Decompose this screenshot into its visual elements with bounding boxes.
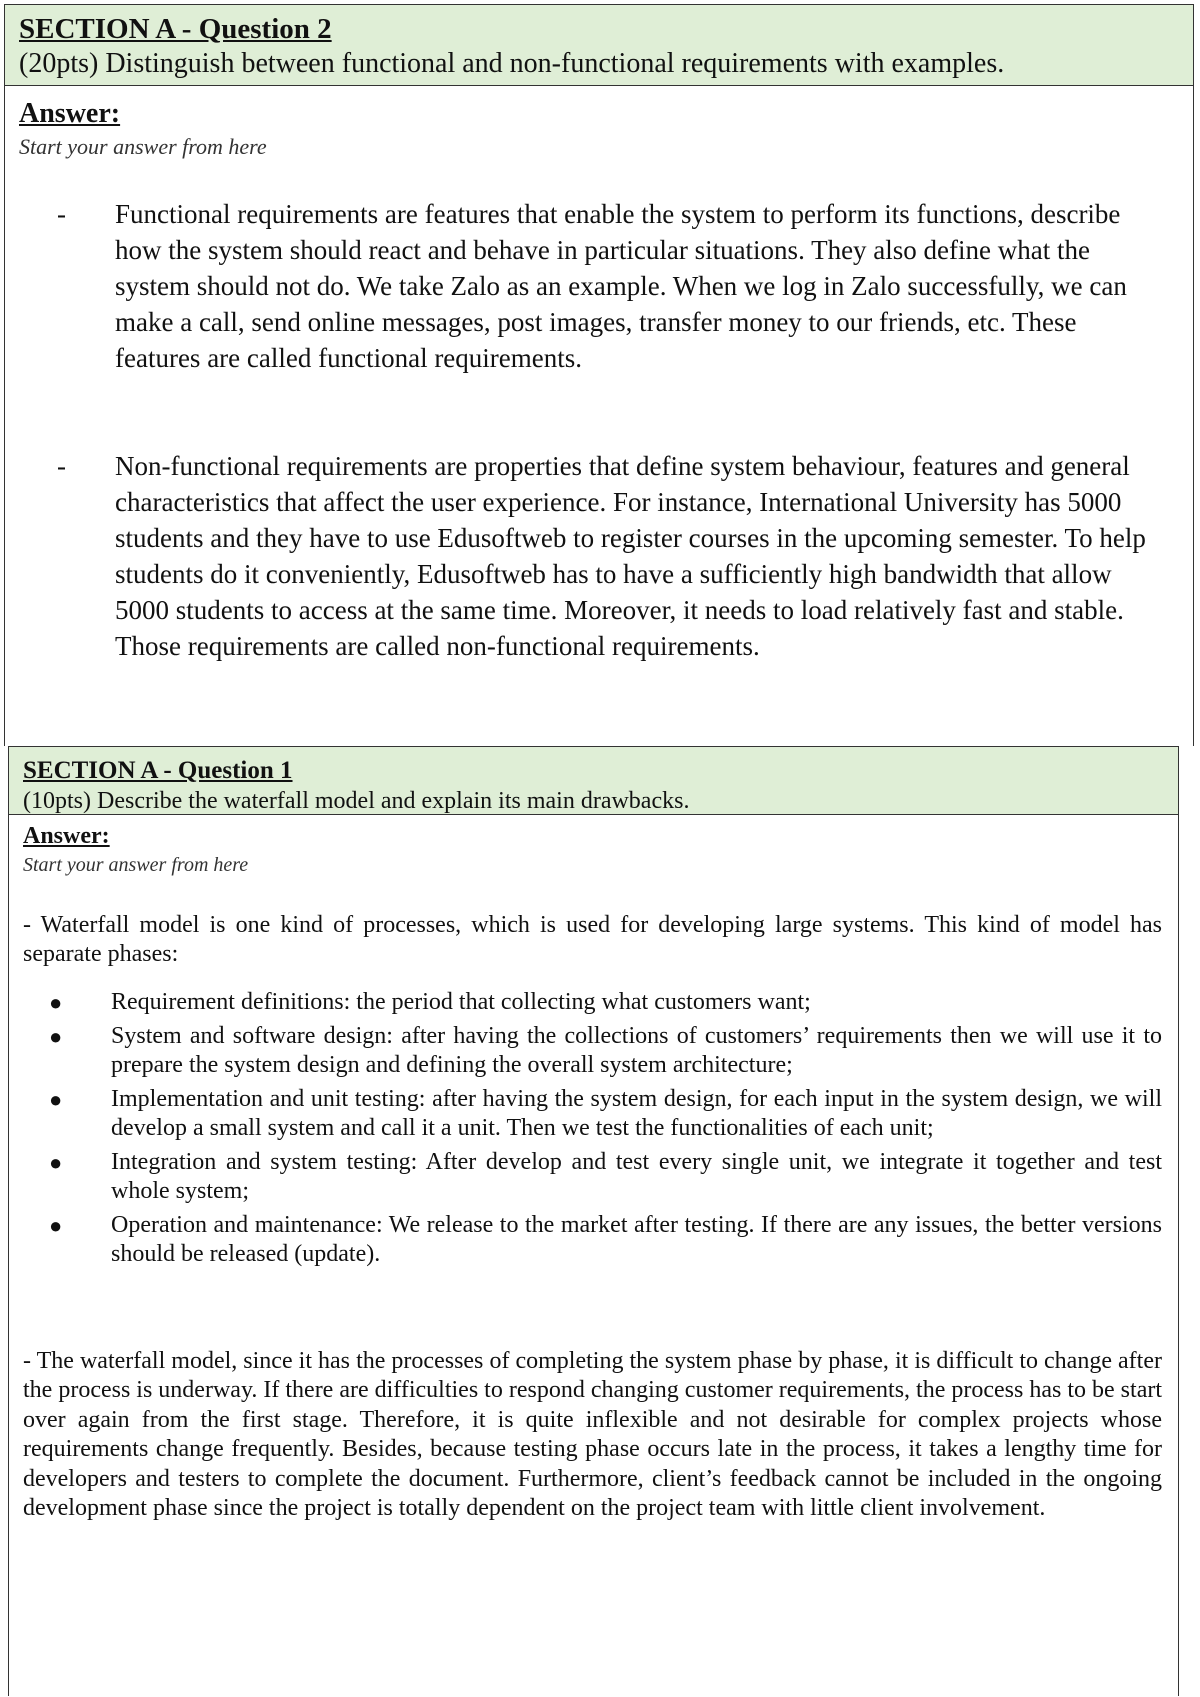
- phase-text: Implementation and unit testing: after having the system design, for each input in the system design, we will develop a small system and call it a unit. Then we test the functionalities of each unit;: [111, 1085, 1162, 1141]
- bullet-icon: ●: [49, 1023, 63, 1049]
- bullet-icon: ●: [49, 1149, 63, 1175]
- answer-body: [9, 815, 1178, 1524]
- answer-body: [5, 86, 1193, 664]
- question-2-panel: [4, 4, 1194, 746]
- list-item: [23, 1085, 1162, 1143]
- dash-bullet: -: [57, 199, 66, 230]
- phase-text: System and software design: after having the collections of customers’ requirements then we will use it to prepare the system design and defining the overall system architecture;: [111, 1022, 1162, 1078]
- list-item: [23, 1211, 1162, 1269]
- bullet-icon: ●: [49, 1212, 63, 1238]
- question-1-panel: [8, 746, 1179, 1696]
- section-title: SECTION A - Question 1: [23, 757, 293, 784]
- question-2-header: [5, 5, 1193, 86]
- list-item: [23, 1022, 1162, 1080]
- list-item: [23, 988, 1162, 1017]
- phase-text: Requirement definitions: the period that collecting what customers want;: [111, 988, 811, 1015]
- bullet-icon: ●: [49, 1086, 63, 1112]
- question-text: (10pts) Describe the waterfall model and explain its main drawbacks.: [23, 787, 690, 814]
- question-text: (20pts) Distinguish between functional and non-functional requirements with examples.: [19, 48, 1005, 80]
- phase-text: Integration and system testing: After develop and test every single unit, we integrate it together and test whole system;: [111, 1148, 1162, 1204]
- answer-label: Answer:: [23, 823, 110, 849]
- list-item: [19, 448, 1193, 664]
- phase-list: [23, 988, 1162, 1269]
- list-item: [19, 196, 1193, 376]
- list-item: [23, 1148, 1162, 1206]
- bullet-icon: ●: [49, 989, 63, 1015]
- non-functional-requirements-text: Non-functional requirements are properties that define system behaviour, features and general characteristics that affect the user experience. For instance, International University has 5000 students and they have to use Edusoftweb to register courses in the upcoming semester. To help students do it conveniently, Edusoftweb has to have a sufficiently high bandwidth that allow 5000 students to access at the same time. Moreover, it needs to load relatively fast and stable. Those requirements are called non-functional requirements.: [115, 451, 1146, 662]
- answer-hint: Start your answer from here: [23, 853, 249, 876]
- section-title: SECTION A - Question 2: [19, 13, 332, 45]
- waterfall-intro-text: - Waterfall model is one kind of processes, which is used for developing large systems. This kind of model has separate phases:: [23, 911, 1162, 968]
- phase-text: Operation and maintenance: We release to the market after testing. If there are any issues, the better versions should be released (update).: [111, 1211, 1162, 1267]
- functional-requirements-text: Functional requirements are features that enable the system to perform its functions, describe how the system should react and behave in particular situations. They also define what the system should not do. We take Zalo as an example. When we log in Zalo successfully, we can make a call, send online messages, post images, transfer money to our friends, etc. These features are called functional requirements.: [115, 199, 1127, 374]
- waterfall-drawbacks-text: - The waterfall model, since it has the processes of completing the system phase by phase, it is difficult to change after the process is underway. If there are difficulties to respond changing customer requirements, the process has to be start over again from the first stage. Therefore, it is quite inflexible and not desirable for complex projects whose requirements change frequently. Besides, because testing phase occurs late in the process, it takes a lengthy time for developers and testers to complete the document. Furthermore, client’s feedback cannot be included in the ongoing development phase since the project is totally dependent on the project team with little client involvement.: [23, 1347, 1162, 1522]
- question-1-header: [9, 747, 1178, 815]
- answer-label: Answer:: [19, 98, 121, 129]
- answer-hint: Start your answer from here: [19, 134, 267, 160]
- dash-bullet: -: [57, 451, 66, 482]
